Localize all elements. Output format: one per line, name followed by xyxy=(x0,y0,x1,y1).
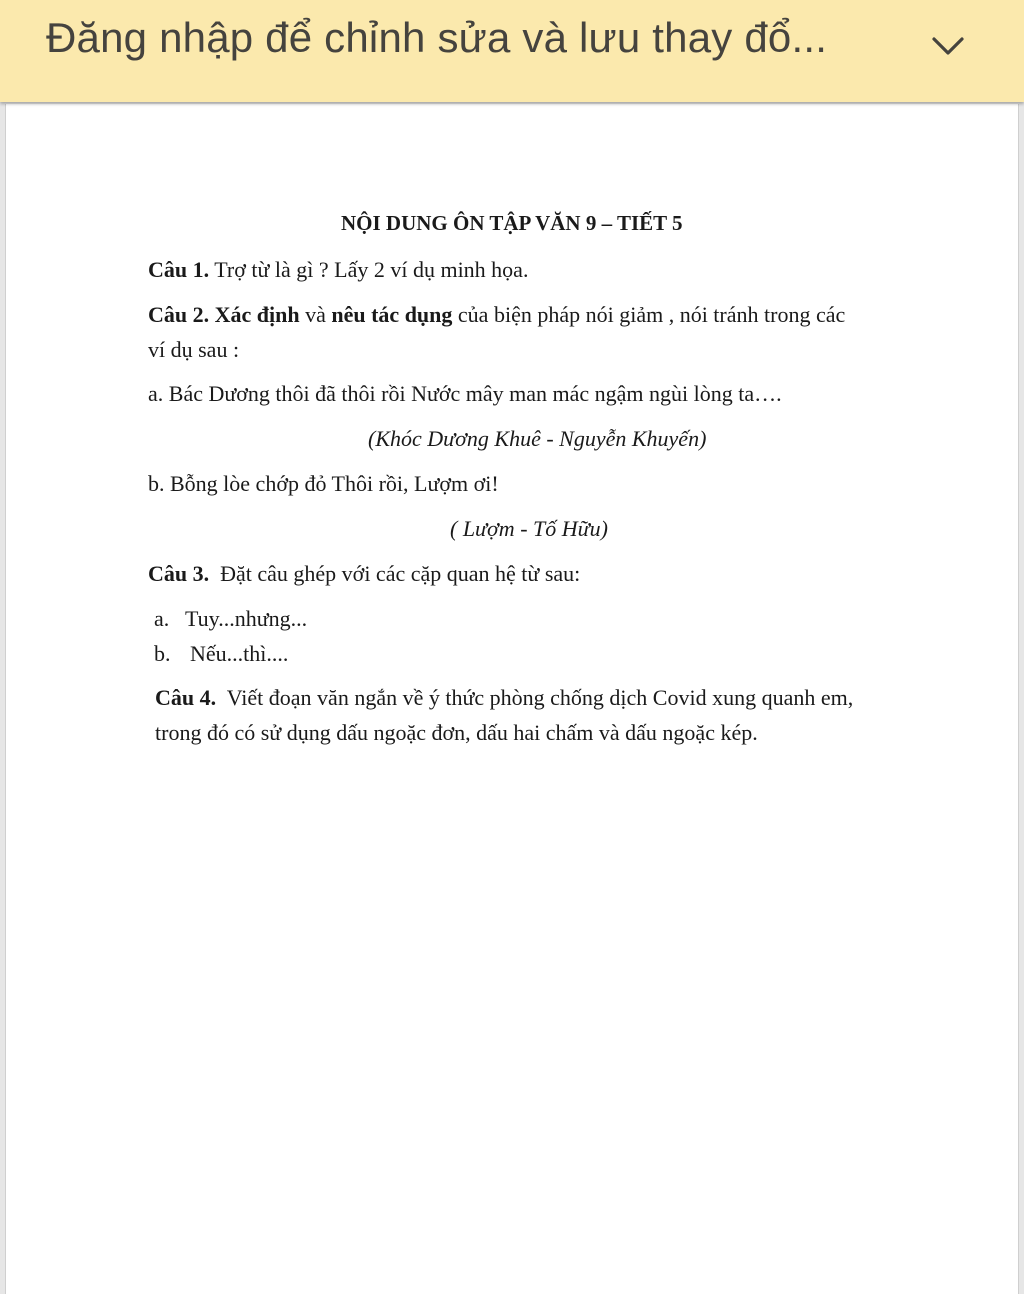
question-4-line-2: trong đó có sử dụng dấu ngoặc đơn, dấu hai chấm và dấu ngoặc kép. xyxy=(155,720,758,745)
chevron-down-icon[interactable] xyxy=(928,26,968,66)
question-2-example-b-source: ( Lượm - Tố Hữu) xyxy=(450,516,608,541)
question-2-example-a: a. Bác Dương thôi đã thôi rồi Nước mây man mác ngậm ngùi lòng ta…. xyxy=(148,381,782,406)
document-title: NỘI DUNG ÔN TẬP VĂN 9 – TIẾT 5 xyxy=(341,211,683,235)
question-3-item-a: Tuy...nhưng... xyxy=(185,606,308,631)
question-2-bold-1: Xác định xyxy=(214,302,300,327)
question-3-text: Đặt câu ghép với các cặp quan hệ từ sau: xyxy=(209,561,581,586)
question-2 xyxy=(148,302,845,328)
question-3-item-b: Nếu...thì.... xyxy=(190,641,289,666)
question-1-label: Câu 1. xyxy=(148,257,210,282)
question-1-text: Trợ từ là gì ? Lấy 2 ví dụ minh họa. xyxy=(209,257,529,282)
question-2-text-2: và xyxy=(299,302,332,327)
question-3-item-b-marker: b. xyxy=(154,641,171,666)
question-3 xyxy=(148,561,580,587)
login-prompt-text[interactable]: Đăng nhập để chỉnh sửa và lưu thay đổ... xyxy=(46,14,828,61)
question-4 xyxy=(155,685,853,711)
question-2-label: Câu 2. xyxy=(148,302,210,327)
question-2-bold-2: nêu tác dụng xyxy=(331,302,453,327)
login-banner[interactable] xyxy=(0,0,1024,102)
question-3-label: Câu 3. xyxy=(148,561,210,586)
question-4-text: Viết đoạn văn ngắn về ý thức phòng chống dịch Covid xung quanh em, xyxy=(216,685,854,710)
question-2-example-b: b. Bỗng lòe chớp đỏ Thôi rồi, Lượm ơi! xyxy=(148,471,499,496)
question-3-item-a-marker: a. xyxy=(154,606,170,631)
question-2-example-a-source: (Khóc Dương Khuê - Nguyễn Khuyến) xyxy=(368,426,707,451)
question-4-label: Câu 4. xyxy=(155,685,217,710)
question-2-text-3: của biện pháp nói giảm , nói tránh trong các xyxy=(452,302,846,327)
question-2-line-2: ví dụ sau : xyxy=(148,337,240,362)
question-1 xyxy=(148,257,528,283)
